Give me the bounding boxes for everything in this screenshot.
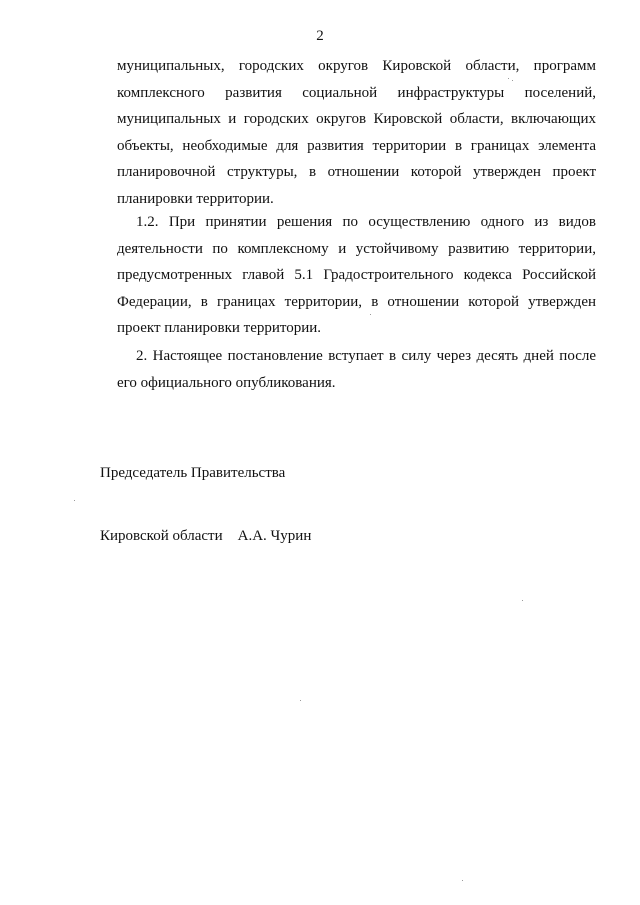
paragraph-text: 2. Настоящее постановление вступает в силу через десять дней после его официального опубликования. bbox=[117, 348, 596, 391]
scan-speck bbox=[74, 500, 75, 501]
scan-speck bbox=[370, 314, 371, 315]
scan-speck bbox=[508, 78, 509, 79]
signature-block bbox=[100, 421, 311, 568]
scan-speck bbox=[462, 880, 463, 881]
paragraph-text: муниципальных, городских округов Кировской области, программ комплексного развития социальной инфраструктуры поселений, муниципальных и городских округов Кировской области, включающих объекты, необходимые для развития территории в границах элемента планировочной структуры, в отношении которой утвержден проект планировки территории. bbox=[117, 58, 596, 207]
signatory-title: Председатель Правительства bbox=[100, 465, 286, 481]
body-paragraph-clause-2 bbox=[117, 343, 596, 396]
signatory-name: Кировской области А.А. Чурин bbox=[100, 528, 312, 544]
paragraph-text: 1.2. При принятии решения по осуществлению одного из видов деятельности по комплексному и устойчивому развитию территории, предусмотренных главой 5.1 Градостроительного кодекса Российской Федерации, в границах территории, в отношении которой утвержден проект планировки территории. bbox=[117, 214, 596, 337]
scan-speck bbox=[522, 600, 523, 601]
body-paragraph-continuation bbox=[117, 53, 596, 213]
scan-speck bbox=[512, 80, 513, 81]
body-paragraph-clause-1-2 bbox=[117, 209, 596, 342]
scan-speck bbox=[300, 700, 301, 701]
page-number: 2 bbox=[316, 28, 324, 44]
